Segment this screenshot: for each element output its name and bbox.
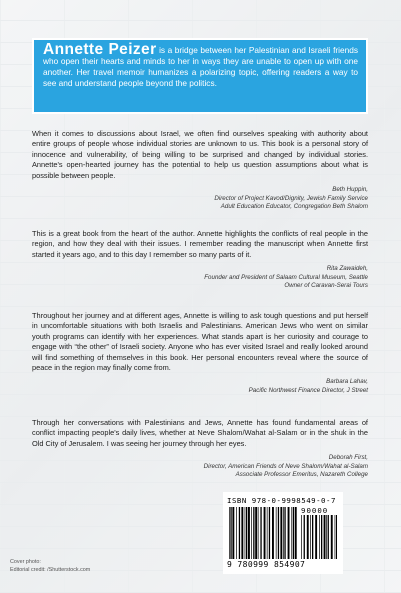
review-attribution: [32, 454, 368, 480]
review-attribution: [32, 265, 368, 291]
barcode-bar: [258, 507, 259, 559]
ean-barcode-bars: [229, 507, 297, 559]
price-code: 90000: [301, 506, 329, 515]
barcode-bar: [291, 507, 292, 559]
reviewer-name: Barbara Lahav,: [326, 378, 368, 386]
barcode-bar: [293, 507, 294, 559]
barcode-bar: [307, 515, 309, 559]
barcode-bar: [312, 515, 313, 559]
author-name: Annette Peizer: [43, 41, 157, 58]
review-text: Throughout her journey and at different ages, Annette is willing to ask tough questions and put herself in uncomfortable situations with both Israelis and Palestinians. American Jews who went on similar youth programs can identify with her experiences. What stands apart is her curiosity and courage to engage with “the other” of Israeli society. Anyone who has ever visited Israel and really looked around will find something of themselves in this book. Her personal encounters reveal where the source of peace in the region may finally come from.: [32, 311, 368, 373]
barcode-bar: [255, 507, 257, 559]
barcode-bar: [272, 507, 274, 559]
barcode-bar: [280, 507, 282, 559]
barcode-bar: [230, 507, 231, 559]
barcode-bar: [246, 507, 247, 559]
barcode-bar: [288, 507, 290, 559]
barcode-bar: [328, 515, 329, 559]
barcode-bar: [241, 507, 243, 559]
reviewer-name: Rita Zawaideh,: [326, 265, 368, 273]
barcode-bar: [245, 507, 246, 559]
barcode-bar: [315, 515, 317, 559]
isbn-barcode: [223, 492, 343, 574]
isbn-number: ISBN 978-0-9998549-0-7: [227, 496, 336, 505]
addon-barcode-bars: [301, 515, 337, 559]
credit-line: Editorial credit: /Shutterstock.com: [10, 566, 91, 573]
review-3: [32, 311, 368, 396]
barcode-bar: [276, 507, 277, 559]
reviewer-title: Founder and President of Salaam Cultural Museum, Seattle: [204, 273, 368, 281]
reviewer-title: Director, American Friends of Neve Shalom/Wahat al-Salam: [203, 462, 368, 470]
reviewer-name: Beth Huppin,: [332, 186, 368, 194]
reviewer-title: Owner of Caravan-Serai Tours: [284, 282, 368, 290]
barcode-bar: [295, 507, 297, 559]
barcode-bar: [260, 507, 261, 559]
barcode-bar: [251, 507, 252, 559]
barcode-bar: [301, 515, 302, 559]
review-1: [32, 129, 368, 212]
barcode-bar: [248, 507, 250, 559]
barcode-bar: [232, 507, 234, 559]
barcode-bar: [269, 507, 270, 559]
barcode-bar: [304, 515, 305, 559]
reviewer-name: Deborah First,: [328, 454, 368, 462]
barcode-bar: [324, 515, 326, 559]
barcode-bar: [319, 515, 320, 559]
author-blurb-box: [32, 38, 368, 114]
review-text: Through her conversations with Palestinians and Jews, Annette has found fundamental areas of conflict impacting people's daily lives, whether at Neve Shalom/Wahat al-Salam or in the shuk in the Old City of Jerusalem. I was seeing her journey through her eyes.: [32, 418, 368, 448]
barcode-bar: [335, 515, 336, 559]
reviewer-title: Associate Professor Emeritus, Nazareth College: [235, 471, 368, 479]
reviewer-title: Adult Education Educator, Congregation Beth Shalom: [220, 203, 368, 211]
author-blurb-text: is a bridge between her Palestinian and Israeli friends who open their hearts and minds to her in ways they are unable to open up with one another. Her travel memoir humanizes a polarizing topic, offering readers a way to see and understand people beyond the politics.: [43, 45, 358, 88]
review-attribution: [32, 186, 368, 212]
barcode-bar: [267, 507, 268, 559]
barcode-bar: [283, 507, 284, 559]
barcode-bar: [321, 515, 322, 559]
review-4: [32, 418, 368, 480]
reviewer-title: Director of Project Kavod/Dignity, Jewish Family Service: [214, 194, 368, 202]
cover-photo-credit: [10, 559, 90, 574]
barcode-bar: [236, 507, 237, 559]
barcode-bar: [336, 515, 337, 559]
barcode-bar: [278, 507, 279, 559]
barcode-digits: 9 780999 854907: [227, 560, 306, 569]
barcode-bar: [229, 507, 230, 559]
credit-line: Cover photo:: [10, 559, 41, 565]
barcode-bar: [239, 507, 240, 559]
review-2: [32, 229, 368, 291]
barcode-bar: [326, 515, 327, 559]
reviewer-title: Pacific Northwest Finance Director, J Street: [248, 387, 368, 395]
review-text: When it comes to discussions about Israel, we often find ourselves speaking with authority about entire groups of people whose individual stories are unknown to us. This book is a personal story of innocence and vulnerability, of being willing to be surprised and changed by individual stories. Annette's open-hearted journey has the potential to help us question assumptions about what is possible between people.: [32, 129, 368, 180]
barcode-bar: [264, 507, 266, 559]
barcode-bar: [310, 515, 311, 559]
barcode-bar: [284, 507, 285, 559]
review-attribution: [32, 378, 368, 395]
barcode-bar: [253, 507, 254, 559]
barcode-bar: [331, 515, 333, 559]
review-text: This is a great book from the heart of the author. Annette highlights the conflicts of real people in the region, and how they deal with their issues. I remember reading the manuscript when Annette first started it years ago, and to this day I remember so many parts of it.: [32, 229, 368, 259]
